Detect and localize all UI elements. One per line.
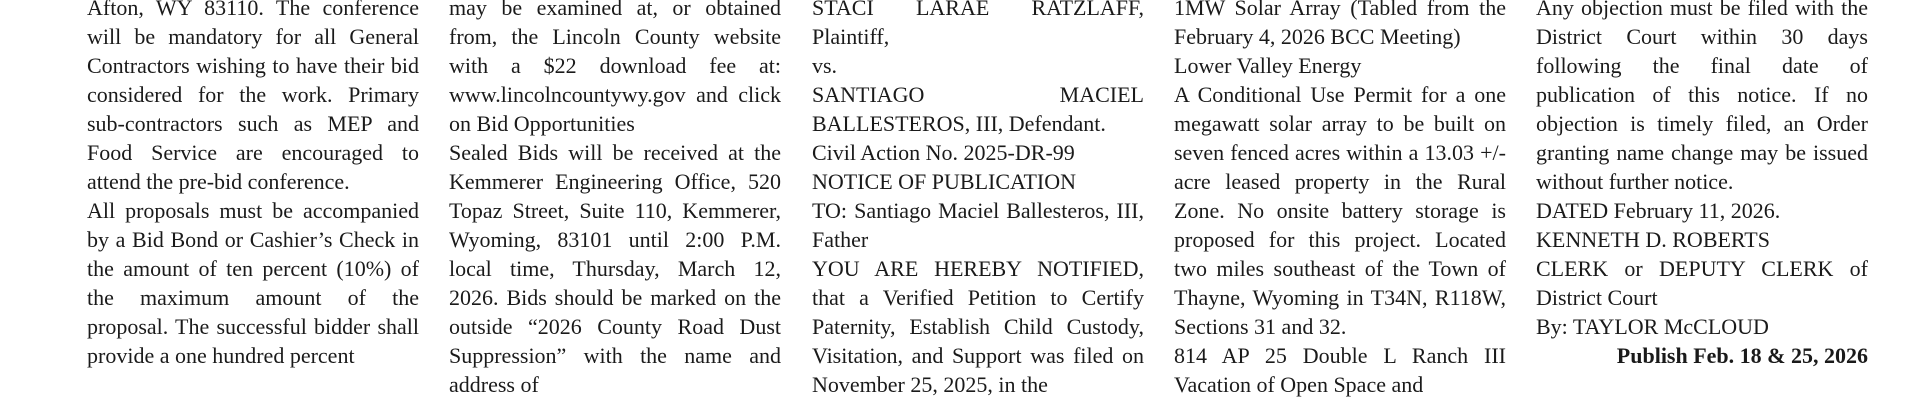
- column-4: [1174, 0, 1506, 399]
- civil-action-number: Civil Action No. 2025-DR-99: [812, 140, 1075, 165]
- clerk-title: CLERK or DEPUTY CLERK of District Court: [1536, 256, 1868, 310]
- defendant-line: SANTIAGO MACIEL BALLESTEROS, III, Defendant.: [812, 82, 1144, 136]
- notice-paragraph: Sealed Bids will be received at the Kemmerer Engineering Office, 520 Topaz Street, Suite 110, Kemmerer, Wyoming, 83101 until 2:00 P.M. local time, Thursday, March 12, 2026. Bids should be marked on the outside “2026 County Road Dust Suppression” with the name and address of: [449, 140, 781, 397]
- column-5: [1536, 0, 1868, 370]
- item-title: 1MW Solar Array (Tabled from the February 4, 2026 BCC Meeting): [1174, 0, 1506, 49]
- clerk-name: KENNETH D. ROBERTS: [1536, 227, 1770, 252]
- notice-paragraph: A Conditional Use Permit for a one megawatt solar array to be built on seven fenced acres within a 13.03 +/- acre leased property in the Rural Zone. No onsite battery storage is proposed for this project. Located two miles southeast of the Town of Thayne, Wyoming in T34N, R118W, Sections 31 and 32.: [1174, 82, 1506, 339]
- dated-line: DATED February 11, 2026.: [1536, 198, 1781, 223]
- addressee-line: TO: Santiago Maciel Ballesteros, III, Father: [812, 198, 1144, 252]
- notice-heading: NOTICE OF PUBLICATION: [812, 169, 1076, 194]
- column-3: [812, 0, 1144, 399]
- notice-paragraph: Afton, WY 83110. The conference will be mandatory for all General Contractors wishing to have their bid considered for the work. Primary sub-contractors such as MEP and Food Service are encouraged to attend the pre-bid conference.: [87, 0, 419, 194]
- versus-line: vs.: [812, 53, 838, 78]
- plaintiff-line: STACI LARAE RATZLAFF, Plaintiff,: [812, 0, 1144, 49]
- notice-paragraph: YOU ARE HEREBY NOTIFIED, that a Verified Petition to Certify Paternity, Establish Child Custody, Visitation, and Support was filed on November 25, 2025, in the: [812, 256, 1144, 397]
- column-1: [87, 0, 419, 370]
- publish-dates: Publish Feb. 18 & 25, 2026: [1616, 343, 1868, 368]
- notice-paragraph: All proposals must be accompanied by a Bid Bond or Cashier’s Check in the amount of ten percent (10%) of the maximum amount of the proposal. The successful bidder shall provide a one hundred percent: [87, 198, 419, 368]
- notice-paragraph: Any objection must be filed with the District Court within 30 days following the final date of publication of this notice. If no objection is timely filed, an Order granting name change may be issued without further notice.: [1536, 0, 1868, 194]
- item-title: 814 AP 25 Double L Ranch III Vacation of Open Space and: [1174, 343, 1506, 397]
- column-2: [449, 0, 781, 399]
- applicant-line: Lower Valley Energy: [1174, 53, 1362, 78]
- notice-paragraph: may be examined at, or obtained from, the Lincoln County website with a $22 download fee at: www.lincolncountywy.gov and click on Bid Opportunities: [449, 0, 781, 136]
- signed-by-line: By: TAYLOR McCLOUD: [1536, 314, 1769, 339]
